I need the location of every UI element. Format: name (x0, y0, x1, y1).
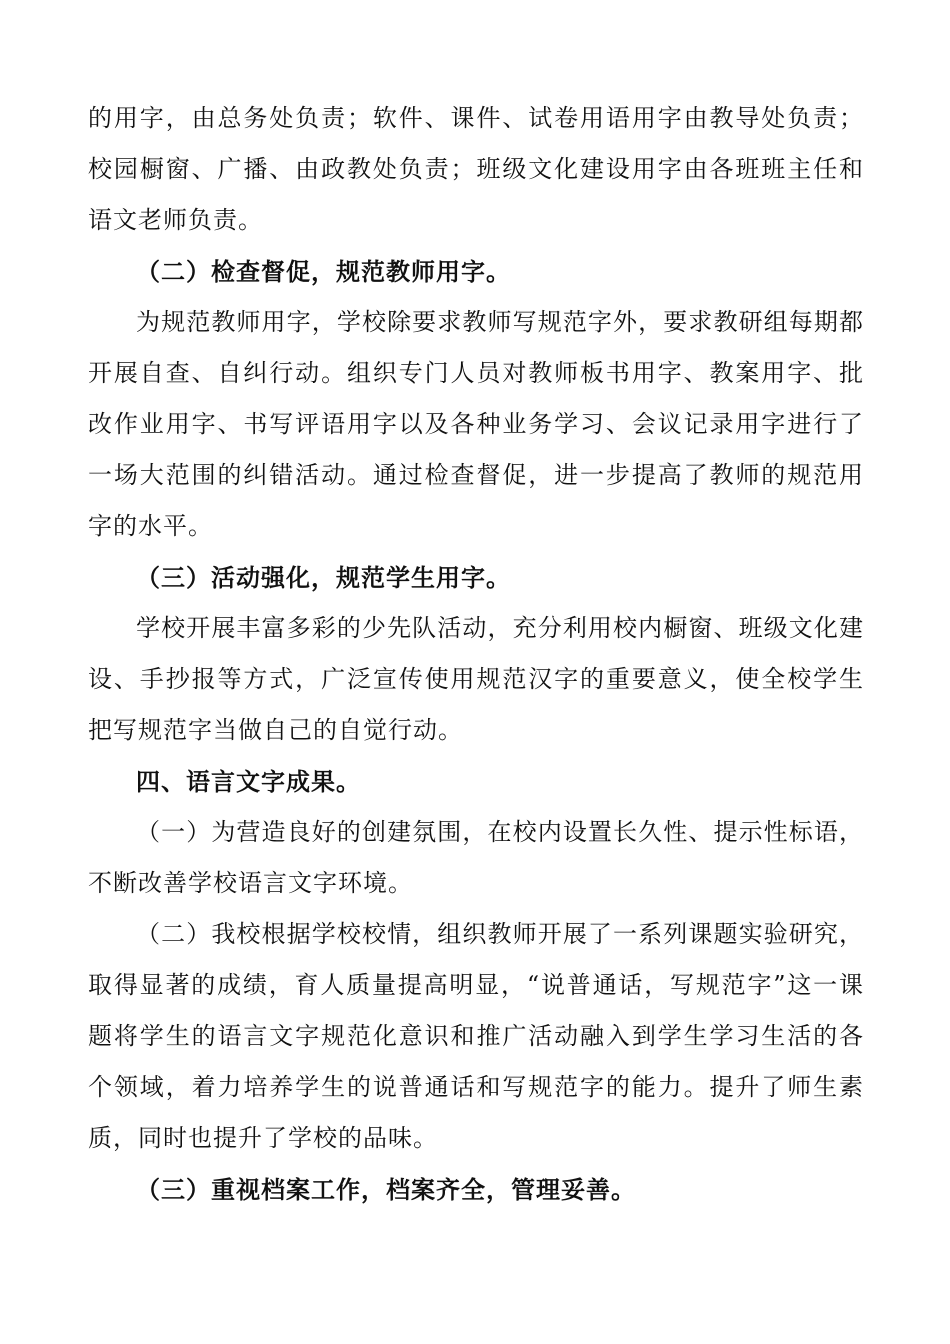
body-text-line: 把写规范字当做自己的自觉行动。 (88, 716, 463, 744)
body-text-line: 题将学生的语言文字规范化意识和推广活动融入到学生学习生活的各 (88, 1022, 864, 1050)
body-text-line: 个领域，着力培养学生的说普通话和写规范字的能力。提升了师生素 (88, 1073, 864, 1101)
document-page (88, 93, 864, 1215)
body-text-line: 一场大范围的纠错活动。通过检查督促，进一步提高了教师的规范用 (88, 461, 864, 489)
section-heading: （二）检查督促，规范教师用字。 (136, 257, 511, 286)
body-text-line: 学校开展丰富多彩的少先队活动，充分利用校内橱窗、班级文化建 (136, 614, 864, 642)
body-text-line: （一）为营造良好的创建氛围，在校内设置长久性、提示性标语， (136, 818, 864, 846)
section-heading: （三）重视档案工作，档案齐全，管理妥善。 (136, 1175, 636, 1204)
body-text-line: 不断改善学校语言文字环境。 (88, 869, 413, 897)
body-text-line: 设、手抄报等方式，广泛宣传使用规范汉字的重要意义，使全校学生 (88, 665, 864, 693)
body-text-line: 校园橱窗、广播、由政教处负责；班级文化建设用字由各班班主任和 (88, 155, 864, 183)
body-text-line: 字的水平。 (88, 512, 213, 540)
body-text-line: 质，同时也提升了学校的品味。 (88, 1124, 438, 1152)
body-text-line: 改作业用字、书写评语用字以及各种业务学习、会议记录用字进行了 (88, 410, 864, 438)
section-heading: 四、语言文字成果。 (136, 767, 361, 796)
body-text-line: 开展自查、自纠行动。组织专门人员对教师板书用字、教案用字、批 (88, 359, 864, 387)
section-heading: （三）活动强化，规范学生用字。 (136, 563, 511, 592)
body-text-line: （二）我校根据学校校情，组织教师开展了一系列课题实验研究， (136, 920, 864, 948)
body-text-line: 取得显著的成绩，育人质量提高明显，“说普通话，写规范字”这一课 (88, 971, 864, 999)
body-text-line: 的用字，由总务处负责；软件、课件、试卷用语用字由教导处负责； (88, 104, 864, 132)
body-text-line: 语文老师负责。 (88, 206, 263, 234)
body-text-line: 为规范教师用字，学校除要求教师写规范字外，要求教研组每期都 (136, 308, 864, 336)
